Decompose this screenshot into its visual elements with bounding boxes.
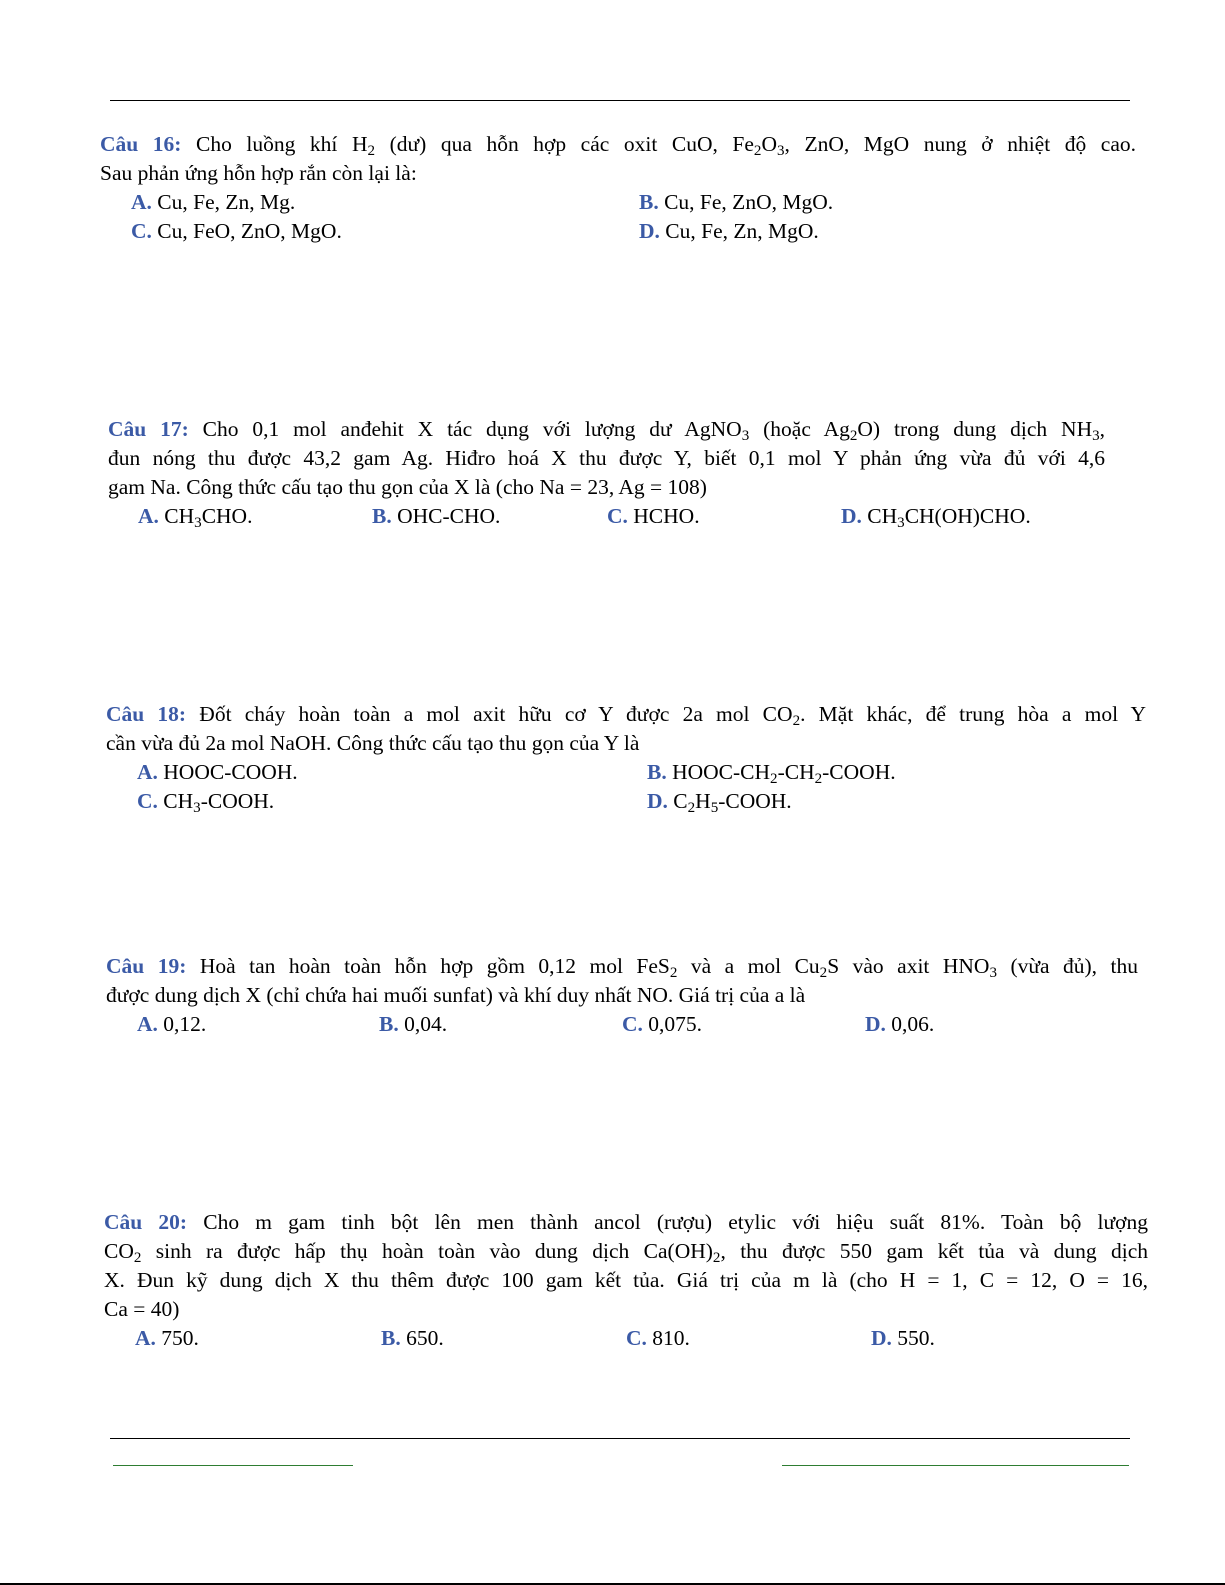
text-run: . Mặt khác, để trung hòa a mol Y xyxy=(800,702,1147,726)
subscript: 2 xyxy=(819,964,828,981)
option-c[interactable] xyxy=(131,217,342,246)
footer-link-underline-right xyxy=(782,1465,1129,1466)
option-key: D. xyxy=(639,219,660,243)
question-line xyxy=(104,1295,1148,1324)
option-c[interactable] xyxy=(607,502,700,531)
text-run: Cho luồng khí H xyxy=(196,132,368,156)
option-key: B. xyxy=(372,504,392,528)
question-20 xyxy=(104,1208,1148,1353)
option-key: D. xyxy=(865,1012,886,1036)
text-run: Cho 0,1 mol anđehit X tác dụng với lượng dư AgNO xyxy=(202,417,742,441)
option-key: B. xyxy=(379,1012,399,1036)
question-line xyxy=(106,952,1138,981)
footer-rule xyxy=(110,1438,1130,1439)
text-run: , thu được 550 gam kết tủa và dung dịch xyxy=(720,1239,1149,1263)
subscript: 5 xyxy=(710,799,719,816)
text-run: Cu, Fe, Zn, Mg. xyxy=(157,190,296,214)
text-run: -CH xyxy=(777,760,815,784)
subscript: 2 xyxy=(770,770,778,787)
text-run: X. Đun kỹ dung dịch X thu thêm được 100 gam kết tủa. Giá trị của m là (cho H = 1, C = 12, O = 16, xyxy=(104,1268,1148,1292)
question-line xyxy=(106,981,1138,1010)
text-run: CO xyxy=(104,1239,134,1263)
text-run: CH xyxy=(867,504,898,528)
text-run: 0,06. xyxy=(891,1012,935,1036)
text-run: Đốt cháy hoàn toàn a mol axit hữu cơ Y được 2a mol CO xyxy=(199,702,793,726)
text-run: HCHO. xyxy=(633,504,700,528)
option-key: C. xyxy=(622,1012,643,1036)
options-row xyxy=(100,188,1136,217)
option-b[interactable] xyxy=(381,1324,444,1353)
option-a[interactable] xyxy=(137,1010,206,1039)
subscript: 2 xyxy=(712,1249,721,1266)
text-run: Sau phản ứng hỗn hợp rắn còn lại là: xyxy=(100,161,417,185)
question-line xyxy=(106,700,1146,729)
option-a[interactable] xyxy=(137,758,298,787)
option-key: D. xyxy=(871,1326,892,1350)
text-run: và a mol Cu xyxy=(677,954,820,978)
text-run: 0,12. xyxy=(163,1012,207,1036)
subscript: 3 xyxy=(194,514,202,531)
text-run: cần vừa đủ 2a mol NaOH. Công thức cấu tạo thu gọn của Y là xyxy=(106,731,640,755)
question-16 xyxy=(100,130,1136,246)
subscript: 2 xyxy=(133,1249,142,1266)
question-line xyxy=(108,444,1105,473)
text-run: , ZnO, MgO nung ở nhiệt độ cao. xyxy=(784,132,1137,156)
text-run: (vừa đủ), thu xyxy=(996,954,1138,978)
header-rule xyxy=(110,100,1130,101)
question-label: Câu 19: xyxy=(106,954,187,978)
text-run: 750. xyxy=(161,1326,199,1350)
question-19 xyxy=(106,952,1138,1039)
option-d[interactable] xyxy=(639,217,819,246)
text-run: Cu, Fe, Zn, MgO. xyxy=(665,219,819,243)
text-run: HOOC-CH xyxy=(672,760,771,784)
text-run: CH xyxy=(164,504,195,528)
subscript: 2 xyxy=(849,427,858,444)
option-c[interactable] xyxy=(622,1010,702,1039)
text-run: OHC-CHO. xyxy=(397,504,501,528)
text-run: -COOH. xyxy=(822,760,896,784)
option-key: B. xyxy=(639,190,659,214)
text-run: CH(OH)CHO. xyxy=(904,504,1031,528)
question-line xyxy=(100,159,1136,188)
text-run: HOOC-COOH. xyxy=(163,760,298,784)
option-key: A. xyxy=(137,1012,158,1036)
subscript: 2 xyxy=(753,142,762,159)
options-row xyxy=(104,1324,1148,1353)
question-label: Câu 20: xyxy=(104,1210,188,1234)
text-run: Ca = 40) xyxy=(104,1297,180,1321)
text-run: CH xyxy=(163,789,194,813)
option-d[interactable] xyxy=(865,1010,934,1039)
option-d[interactable] xyxy=(647,787,792,816)
question-label: Câu 16: xyxy=(100,132,182,156)
subscript: 2 xyxy=(687,799,696,816)
text-run: -COOH. xyxy=(718,789,792,813)
question-label: Câu 17: xyxy=(108,417,189,441)
option-key: C. xyxy=(131,219,152,243)
option-key: C. xyxy=(626,1326,647,1350)
text-run: S vào axit HNO xyxy=(827,954,990,978)
question-line xyxy=(104,1208,1148,1237)
options-row xyxy=(106,1010,1138,1039)
text-run: , xyxy=(1099,417,1105,441)
option-key: A. xyxy=(137,760,158,784)
option-key: A. xyxy=(131,190,152,214)
text-run: (hoặc Ag xyxy=(749,417,850,441)
option-d[interactable] xyxy=(841,502,1031,531)
option-a[interactable] xyxy=(138,502,252,531)
text-run: -COOH. xyxy=(200,789,275,813)
options-row xyxy=(106,787,1146,816)
text-run: đun nóng thu được 43,2 gam Ag. Hiđro hoá X thu được Y, biết 0,1 mol Y phản ứng vừa đủ với 4,6 xyxy=(108,446,1105,470)
text-run: Cu, FeO, ZnO, MgO. xyxy=(157,219,342,243)
option-b[interactable] xyxy=(379,1010,447,1039)
option-key: A. xyxy=(135,1326,156,1350)
option-c[interactable] xyxy=(626,1324,690,1353)
subscript: 2 xyxy=(669,964,678,981)
text-run: 0,04. xyxy=(404,1012,448,1036)
question-line xyxy=(108,415,1105,444)
option-key: A. xyxy=(138,504,159,528)
option-key: B. xyxy=(381,1326,401,1350)
text-run: (dư) qua hỗn hợp các oxit CuO, Fe xyxy=(375,132,754,156)
subscript: 3 xyxy=(989,964,997,981)
text-run: C xyxy=(673,789,688,813)
question-17 xyxy=(108,415,1105,531)
option-key: D. xyxy=(647,789,668,813)
question-line xyxy=(104,1237,1148,1266)
options-row xyxy=(100,217,1136,246)
option-key: B. xyxy=(647,760,667,784)
subscript: 2 xyxy=(367,142,376,159)
text-run: Hoà tan hoàn toàn hỗn hợp gồm 0,12 mol FeS xyxy=(199,954,670,978)
text-run: Cu, Fe, ZnO, MgO. xyxy=(664,190,834,214)
question-line xyxy=(106,729,1146,758)
subscript: 3 xyxy=(776,142,785,159)
option-a[interactable] xyxy=(131,188,295,217)
subscript: 2 xyxy=(814,770,823,787)
options-row xyxy=(108,502,1105,531)
subscript: 2 xyxy=(792,712,801,729)
text-run: được dung dịch X (chỉ chứa hai muối sunfat) và khí duy nhất NO. Giá trị của a là xyxy=(106,983,806,1007)
option-d[interactable] xyxy=(871,1324,935,1353)
option-key: D. xyxy=(841,504,862,528)
subscript: 3 xyxy=(741,427,750,444)
question-line xyxy=(100,130,1136,159)
footer-link-underline-left xyxy=(113,1465,353,1466)
text-run: 810. xyxy=(652,1326,690,1350)
text-run: CHO. xyxy=(201,504,253,528)
option-b[interactable] xyxy=(372,502,500,531)
option-key: C. xyxy=(607,504,628,528)
text-run: Cho m gam tinh bột lên men thành ancol (rượu) etylic với hiệu suất 81%. Toàn bộ lượng xyxy=(203,1210,1148,1234)
subscript: 3 xyxy=(897,514,905,531)
question-line xyxy=(104,1266,1148,1295)
text-run: 550. xyxy=(897,1326,935,1350)
text-run: sinh ra được hấp thụ hoàn toàn vào dung dịch Ca(OH) xyxy=(141,1239,713,1263)
option-key: C. xyxy=(137,789,158,813)
question-18 xyxy=(106,700,1146,816)
subscript: 3 xyxy=(1092,427,1100,444)
question-line xyxy=(108,473,1105,502)
text-run: gam Na. Công thức cấu tạo thu gọn của X là (cho Na = 23, Ag = 108) xyxy=(108,475,707,499)
text-run: 650. xyxy=(406,1326,444,1350)
text-run: H xyxy=(695,789,711,813)
option-b[interactable] xyxy=(639,188,833,217)
option-a[interactable] xyxy=(135,1324,199,1353)
text-run: 0,075. xyxy=(648,1012,703,1036)
option-c[interactable] xyxy=(137,787,274,816)
option-b[interactable] xyxy=(647,758,896,787)
subscript: 3 xyxy=(193,799,201,816)
text-run: O) trong dung dịch NH xyxy=(857,417,1093,441)
question-label: Câu 18: xyxy=(106,702,187,726)
text-run: O xyxy=(761,132,777,156)
options-row xyxy=(106,758,1146,787)
